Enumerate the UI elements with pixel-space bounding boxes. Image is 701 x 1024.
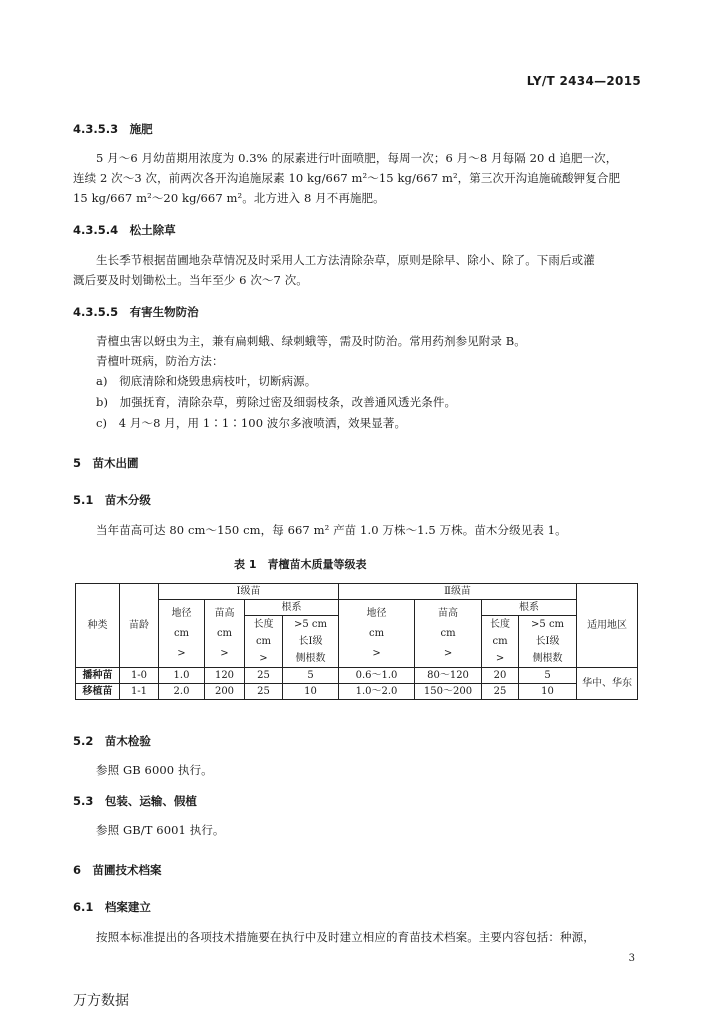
header-root-2: 根系 [482,600,577,616]
page-number: 3 [628,953,635,964]
paragraph-line: 青檀叶斑病，防治方法： [96,354,224,368]
header-lateral-root-1: >5 cm 长Ⅰ级 侧根数 [283,616,339,668]
cell-root-length-2: 20 [482,668,519,684]
paragraph-line: 5 月～6 月幼苗期用浓度为 0.3% 的尿素进行叶面喷肥，每周一次；6 月～8 月每隔 20 d 追肥一次， [96,151,618,165]
cell-lateral-2: 10 [519,684,577,700]
cell-lateral-1: 10 [283,684,339,700]
section-title-4-3-5-5: 4.3.5.5 有害生物防治 [73,305,199,319]
cell-lateral-2: 5 [519,668,577,684]
paragraph-line: 溉后要及时划锄松土。当年至少 6 次～7 次。 [73,273,308,287]
header-species: 种类 [76,584,120,668]
cell-root-length-1: 25 [245,668,283,684]
cell-diameter-1: 2.0 [159,684,205,700]
header-diameter-2: 地径 cm > [339,600,415,668]
section-title-5-3: 5.3 包装、运输、假植 [73,794,197,808]
section-title-5-2: 5.2 苗木检验 [73,734,151,748]
table-row [76,684,638,700]
cell-diameter-2: 0.6～1.0 [339,668,415,684]
paragraph-line: 参照 GB/T 6001 执行。 [96,823,225,837]
chapter-title-5: 5 苗木出圃 [73,456,139,470]
cell-age: 1-0 [120,668,159,684]
header-height-1: 苗高 cm > [205,600,245,668]
section-title-6-1: 6.1 档案建立 [73,900,151,914]
standard-number: LY/T 2434—2015 [526,74,641,88]
header-region: 适用地区 [577,584,638,668]
header-root-1: 根系 [245,600,339,616]
list-item: b) 加强抚育，清除杂草，剪除过密及细弱枝条，改善通风透光条件。 [96,395,457,409]
header-age: 苗龄 [120,584,159,668]
paragraph-line: 按照本标准提出的各项技术措施要在执行中及时建立相应的育苗技术档案。主要内容包括：种源， [96,930,595,944]
section-title-5-1: 5.1 苗木分级 [73,493,151,507]
header-diameter-1: 地径 cm > [159,600,205,668]
section-title-4-3-5-3: 4.3.5.3 施肥 [73,122,153,136]
cell-region: 华中、华东 [577,668,638,700]
cell-type: 播种苗 [76,668,120,684]
watermark-text: 万方数据 [73,993,129,1009]
table-row [76,668,638,684]
header-height-2: 苗高 cm > [415,600,482,668]
chapter-title-6: 6 苗圃技术档案 [73,863,162,877]
paragraph-line: 青檀虫害以蚜虫为主，兼有扁刺蛾、绿刺蛾等，需及时防治。常用药剂参见附录 B。 [96,334,526,348]
cell-height-1: 200 [205,684,245,700]
header-grade-1: Ⅰ级苗 [159,584,339,600]
cell-height-1: 120 [205,668,245,684]
table-caption: 表 1 青檀苗木质量等级表 [234,558,367,571]
cell-height-2: 150～200 [415,684,482,700]
cell-lateral-1: 5 [283,668,339,684]
paragraph-line: 连续 2 次～3 次，前两次各开沟追施尿素 10 kg/667 m²～15 kg/667 m²，第三次开沟追施硫酸钾复合肥 [73,171,621,185]
paragraph-line: 15 kg/667 m²～20 kg/667 m²。北方进入 8 月不再施肥。 [73,191,385,205]
paragraph-line: 生长季节根据苗圃地杂草情况及时采用人工方法清除杂草，原则是除早、除小、除了。下雨后或灌 [96,253,595,267]
cell-height-2: 80～120 [415,668,482,684]
paragraph-line: 当年苗高可达 80 cm～150 cm，每 667 m² 产苗 1.0 万株～1.5 万株。苗木分级见表 1。 [96,523,567,537]
cell-diameter-2: 1.0～2.0 [339,684,415,700]
paragraph-line: 参照 GB 6000 执行。 [96,763,213,777]
cell-root-length-2: 25 [482,684,519,700]
list-item: c) 4 月～8 月，用 1∶1∶100 波尔多液喷洒，效果显著。 [96,416,407,430]
cell-age: 1-1 [120,684,159,700]
header-root-length-1: 长度 cm > [245,616,283,668]
cell-diameter-1: 1.0 [159,668,205,684]
cell-root-length-1: 25 [245,684,283,700]
header-root-length-2: 长度 cm > [482,616,519,668]
list-item: a) 彻底清除和烧毁患病枝叶，切断病源。 [96,374,317,388]
cell-type: 移植苗 [76,684,120,700]
section-title-4-3-5-4: 4.3.5.4 松土除草 [73,223,176,237]
header-grade-2: Ⅱ级苗 [339,584,577,600]
seedling-grade-table [75,583,638,700]
header-lateral-root-2: >5 cm 长Ⅰ级 侧根数 [519,616,577,668]
